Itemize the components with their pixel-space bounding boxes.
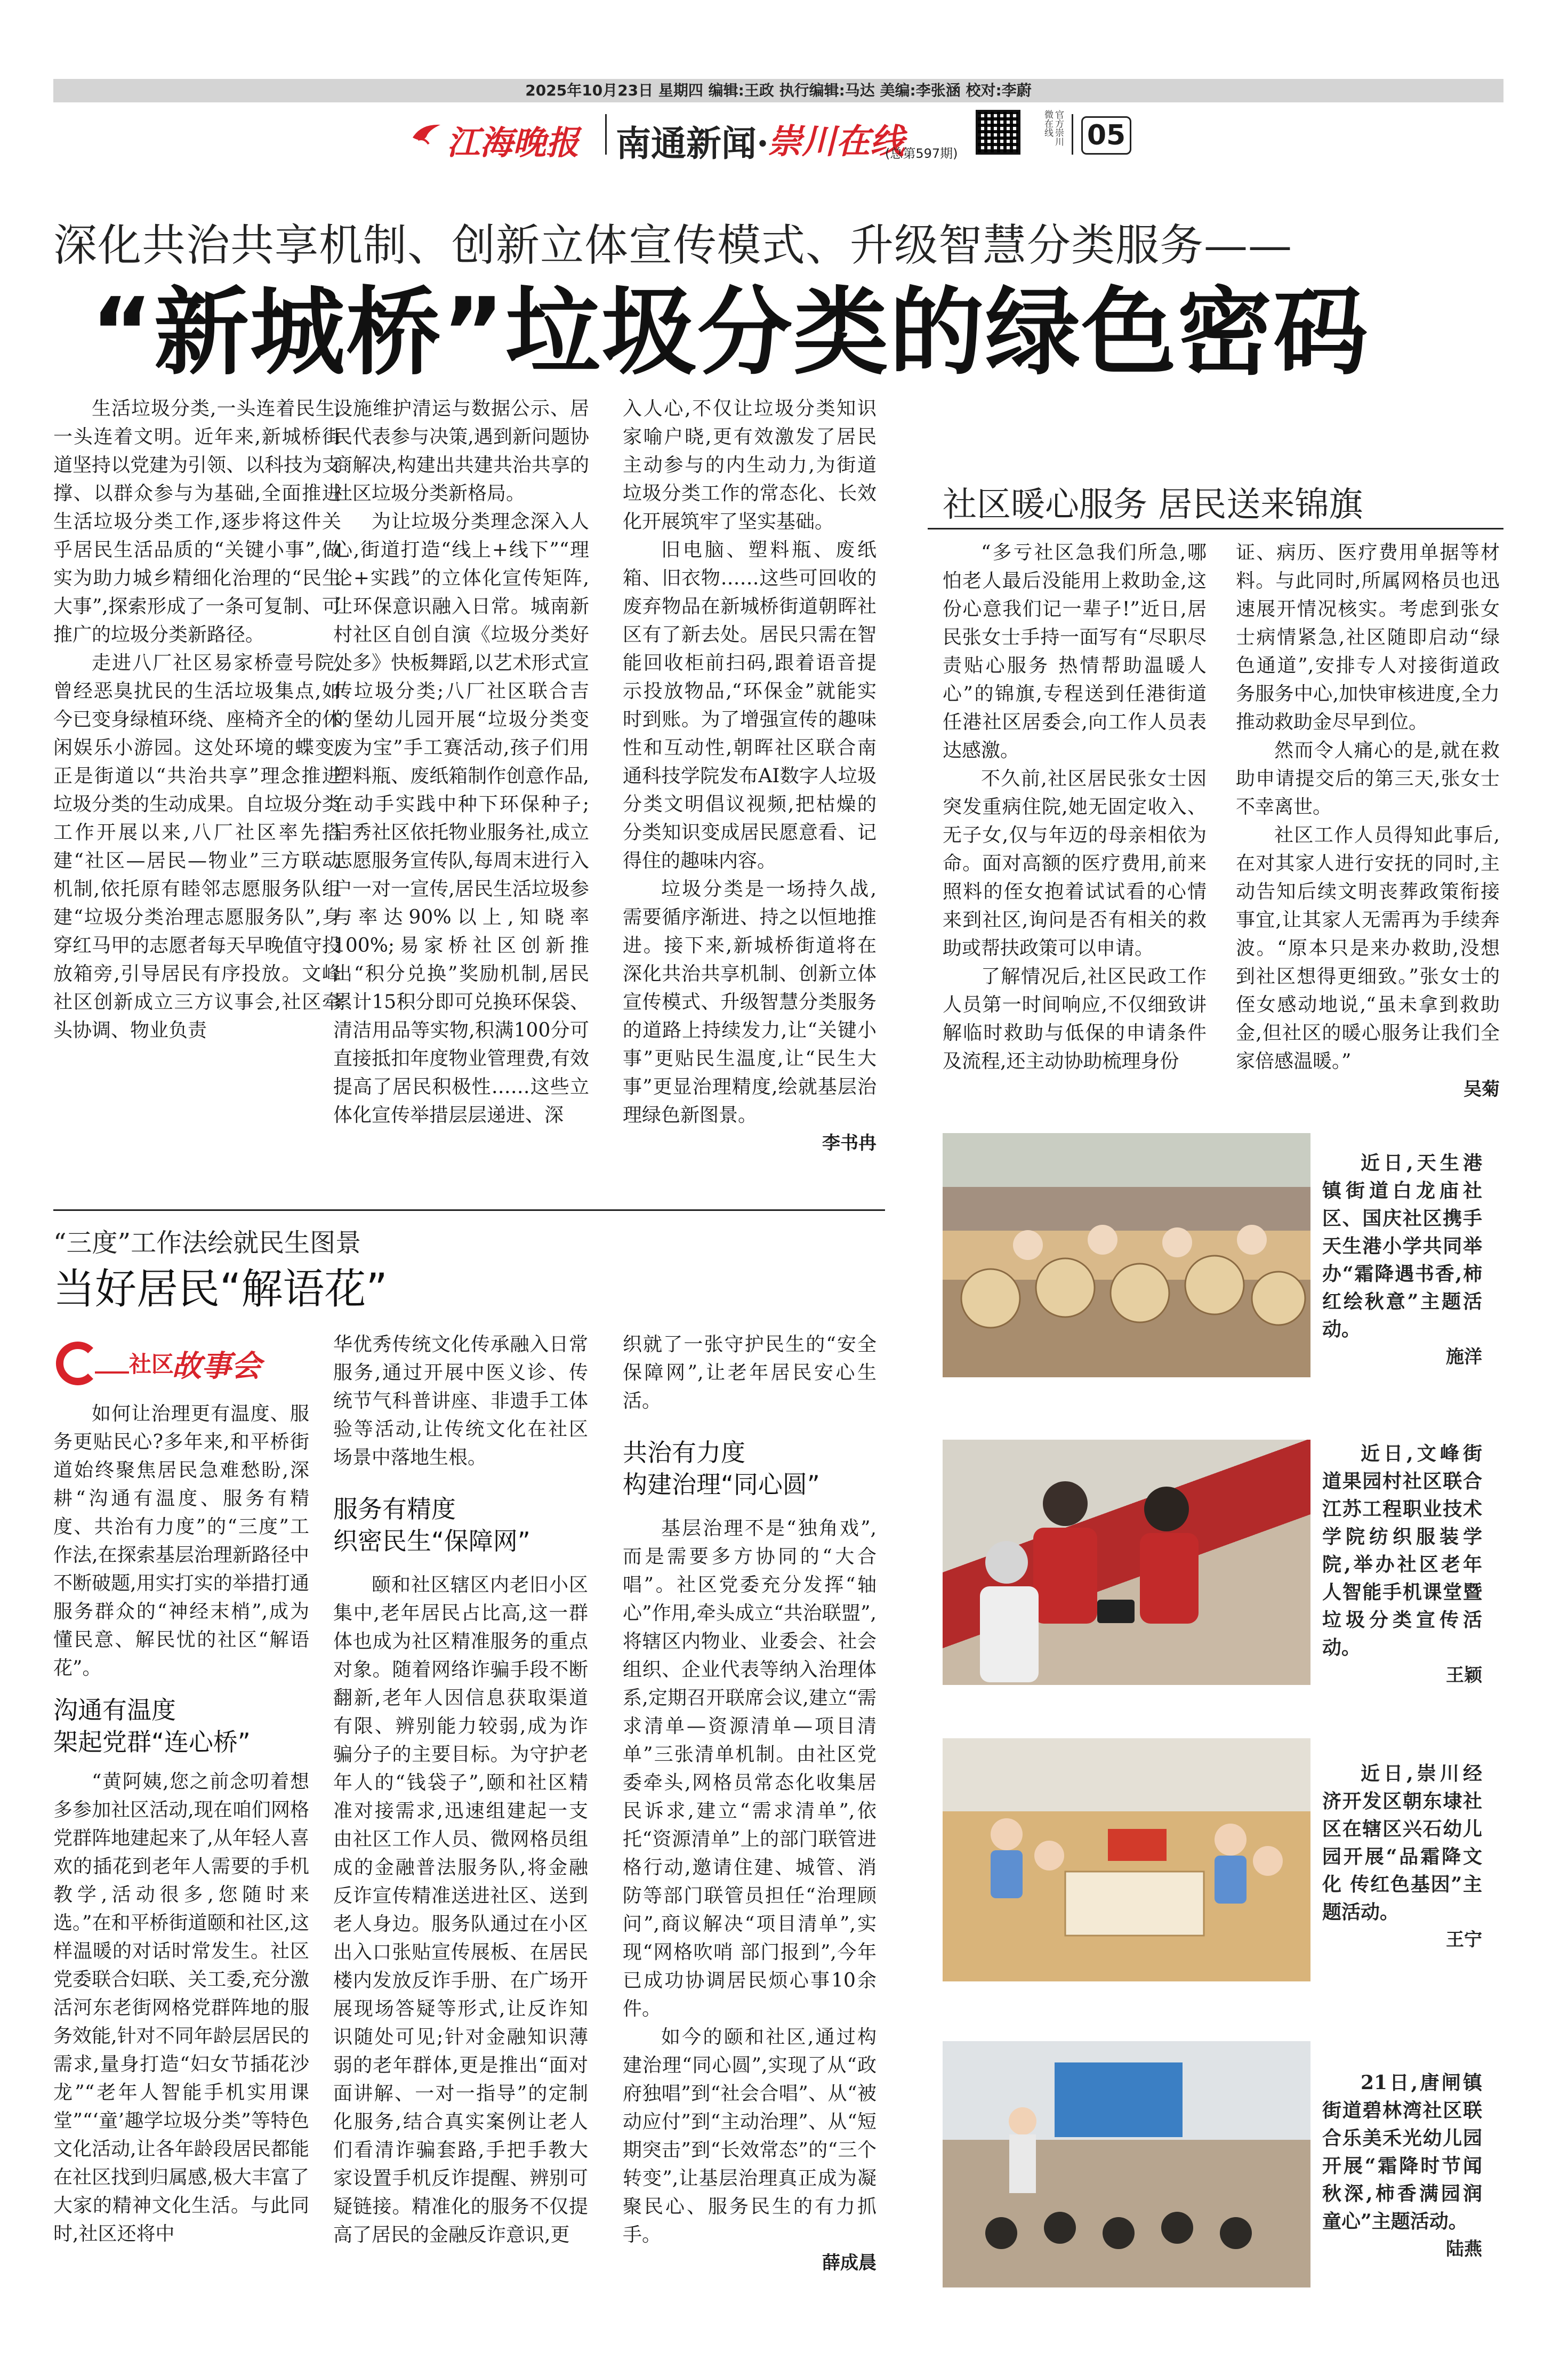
story3-col-2 — [333, 1330, 588, 2249]
dateline: 2025年10月23日 星期四 编辑:王政 执行编辑:马达 美编:李张涵 校对:李蔚 — [525, 82, 1032, 99]
children-classroom-illustration — [943, 1133, 1310, 1377]
photo-caption-4 — [1322, 2069, 1482, 2263]
caption-text: 近日,文峰街道果园村社区联合江苏工程职业技术学院纺织服装学院,举办社区老年人智能手机课堂暨垃圾分类宣传活动。 — [1322, 1442, 1482, 1659]
caption-text: 21日,唐闸镇街道碧林湾社区联合乐美禾光幼儿园开展“霜降时节闻秋深,柿香满园润童心”主题活动。 — [1322, 2072, 1482, 2233]
paragraph: 华优秀传统文化传承融入日常服务,通过开展中医义诊、传统节气科普讲座、非遗手工体验等活动,让传统文化在社区场景中落地生根。 — [333, 1334, 588, 1468]
divider — [53, 1209, 885, 1211]
warm-col-2 — [1236, 539, 1500, 1104]
qr-label: 官方崇川微在线 — [1042, 110, 1064, 146]
paragraph: 如何让治理更有温度、服务更贴民心?多年来,和平桥街道始终聚焦居民急难愁盼,深耕“沟通有温度、服务有精度、共治有力度”的“三度”工作法,在探索基层治理新路径中不断破题,用实打实的举措打通服务群众的“神经末梢”,成为懂民意、解民忧的社区“解语花”。 — [53, 1403, 309, 1679]
photo-caption-3 — [1322, 1760, 1482, 1954]
masthead — [405, 107, 1205, 164]
section-name: 南通新闻· — [616, 123, 769, 164]
kids-crafting-illustration — [943, 1738, 1310, 1981]
column-label-italic: 故事会 — [172, 1349, 261, 1384]
photo-book-festival — [943, 1133, 1310, 1377]
paragraph: 设施维护清运与数据公示、居民代表参与决策,遇到新问题协商解决,构建出共建共治共享的社区垃圾分类新格局。 — [333, 398, 589, 504]
paragraph: 为让垃圾分类理念深入人心,街道打造“线上+线下”“理论+实践”的立体化宣传矩阵,让环保意识融入日常。城南新村社区自创自演《垃圾分类好处多》快板舞蹈,以艺术形式宣传垃圾分类;八厂社区联合吉的堡幼儿园开展“垃圾分类变废为宝”手工赛活动,孩子们用塑料瓶、废纸箱制作创意作品,在动手实践中种下环保种子;启秀社区依托物业服务社,成立志愿服务宣传队,每周末进行入户一对一宣传,居民生活垃圾参与率达90%以上,知晓率100%;易家桥社区创新推出“积分兑换”奖励机制,居民累计15积分即可兑换环保袋、清洁用品等实物,积满100分可直接抵扣年度物业管理费,有效提高了居民积极性……这些立体化宣传举措层层递进、深 — [333, 511, 589, 1126]
paragraph: 织就了一张守护民生的“安全保障网”,让老年居民安心生活。 — [623, 1334, 877, 1412]
story3-col-1 — [53, 1400, 309, 2248]
qr-code-icon — [976, 110, 1020, 155]
paragraph: 走进八厂社区易家桥壹号院,曾经恶臭扰民的生活垃圾集点,如今已变身绿植环绕、座椅齐全的休闲娱乐小游园。这处环境的蝶变,正是街道以“共治共享”理念推进垃圾分类的生动成果。自垃圾分类工作开展以来,八厂社区率先搭建“社区—居民—物业”三方联动机制,依托原有睦邻志愿服务队组建“垃圾分类治理志愿服务队”,身穿红马甲的志愿者每天早晚值守投放箱旁,引导居民有序投放。文峰社区创新成立三方议事会,社区牵头协调、物业负责 — [53, 652, 342, 1041]
paragraph: “黄阿姨,您之前念叨着想多参加社区活动,现在咱们网格党群阵地建起来了,从年轻人喜欢的插花到老年人需要的手机教学,活动很多,您随时来选。”在和平桥街道颐和社区,这样温暖的对话时常发生。社区党委联合妇联、关工委,充分激活河东老街网格党群阵地的服务效能,针对不同年龄层居民的需求,量身打造“妇女节插花沙龙”“老年人智能手机实用课堂”“‘童’趣学垃圾分类”等特色文化活动,让各年龄段居民都能在社区找到归属感,极大丰富了大家的精神文化生活。与此同时,社区还将中 — [53, 1771, 309, 2245]
paragraph: 证、病历、医疗费用单据等材料。与此同时,所属网格员也迅速展开情况核实。考虑到张女士病情紧急,社区随即启动“绿色通道”,安排专人对接街道政务服务中心,加快审核进度,全力推动救助金尽早到位。 — [1236, 542, 1500, 733]
byline: 吴菊 — [1464, 1079, 1500, 1100]
paper-logo: 江海晚报 — [447, 123, 580, 162]
main-col-3 — [623, 395, 877, 1158]
main-col-2 — [333, 395, 589, 1129]
photo-byline: 王颖 — [1446, 1665, 1482, 1686]
paragraph: 不久前,社区居民张女士因突发重病住院,她无固定收入、无子女,仅与年迈的母亲相依为命。面对高额的医疗费用,前来照料的侄女抱着试试看的心情来到社区,询问是否有相关的救助或帮扶政策可以申请。 — [943, 768, 1207, 959]
column-label: 社区 — [129, 1351, 174, 1377]
paragraph: 入人心,不仅让垃圾分类知识家喻户晓,更有效激发了居民主动参与的内生动力,为街道垃圾分类工作的常态化、长效化开展筑牢了坚实基础。 — [623, 398, 877, 533]
caption-text: 近日,天生港镇街道白龙庙社区、国庆社区携手天生港小学共同举办“霜降遇书香,柿红绘秋意”主题活动。 — [1322, 1152, 1482, 1340]
subhead: 服务有精度 织密民生“保障网” — [333, 1495, 530, 1555]
story3-title: 当好居民“解语花” — [53, 1265, 388, 1313]
warm-col-1 — [943, 539, 1207, 1075]
section-brand: 崇川在线 — [768, 122, 904, 162]
paragraph: 颐和社区辖区内老旧小区集中,老年居民占比高,这一群体也成为社区精准服务的重点对象。随着网络诈骗手段不断翻新,老年人因信息获取渠道有限、辨别能力较弱,成为诈骗分子的主要目标。为守护老年人的“钱袋子”,颐和社区精准对接需求,迅速组建起一支由社区工作人员、微网格员组成的金融普法服务队,将金融反诈宣传精准送进社区、送到老人身边。服务队通过在小区出入口张贴宣传展板、在居民楼内发放反诈手册、在广场开展现场答疑等形式,让反诈知识随处可见;针对金融知识薄弱的老年群体,更是推出“面对面讲解、一对一指导”的定制化服务,结合真实案例让老人们看清诈骗套路,手把手教大家设置手机反诈提醒、辨别可疑链接。精准化的服务不仅提高了居民的金融反诈意识,更 — [333, 1574, 588, 2246]
caption-text: 近日,崇川经济开发区朝东埭社区在辖区兴石幼儿园开展“品霜降文化 传红色基因”主题活动。 — [1322, 1762, 1482, 1923]
photo-kindergarten-activity — [943, 1738, 1310, 1981]
photo-byline: 施洋 — [1446, 1346, 1482, 1368]
photo-smartphone-class — [943, 1440, 1310, 1685]
paragraph: 生活垃圾分类,一头连着民生,一头连着文明。近年来,新城桥街道坚持以党建为引领、以科技为支撑、以群众参与为基础,全面推进生活垃圾分类工作,逐步将这件关乎居民生活品质的“关键小事”,做实为助力城乡精细化治理的“民生大事”,探索形成了一条可复制、可推广的垃圾分类新路径。 — [53, 398, 342, 646]
byline: 薛成晨 — [822, 2252, 877, 2274]
page-number: 05 — [1081, 116, 1131, 155]
dateline-bar — [53, 79, 1503, 102]
story3-kicker: “三度”工作法绘就民生图景 — [53, 1228, 361, 1258]
photo-byline: 王宁 — [1446, 1929, 1482, 1950]
column-c-icon — [53, 1341, 98, 1386]
photo-caption-1 — [1322, 1149, 1482, 1371]
subhead: 沟通有温度 架起党群“连心桥” — [53, 1696, 251, 1756]
main-kicker: 深化共治共享机制、创新立体宣传模式、升级智慧分类服务—— — [53, 220, 1293, 271]
story3-col-3 — [623, 1330, 877, 2277]
byline: 李书冉 — [822, 1133, 877, 1154]
masthead-divider — [605, 114, 607, 155]
volunteers-teaching-illustration — [943, 1440, 1310, 1685]
paragraph: 然而令人痛心的是,就在救助申请提交后的第三天,张女士不幸离世。 — [1236, 740, 1500, 818]
paragraph: 了解情况后,社区民政工作人员第一时间响应,不仅细致讲解临时救助与低保的申请条件及流程,还主动协助梳理身份 — [943, 966, 1207, 1072]
issue-number: (总第597期) — [885, 146, 958, 161]
main-col-1 — [53, 395, 341, 1045]
paragraph: 社区工作人员得知此事后,在对其家人进行安抚的同时,主动告知后续文明丧葬政策衔接事宜,让其家人无需再为手续奔波。“原本只是来办救助,没想到社区想得更细致。”张女士的侄女感动地说,“虽未拿到救助金,但社区的暖心服务让我们全家倍感温暖。” — [1236, 824, 1500, 1072]
paragraph: 基层治理不是“独角戏”,而是需要多方协同的“大合唱”。社区党委充分发挥“轴心”作用,牵头成立“共治联盟”,将辖区内物业、业委会、社会组织、企业代表等纳入治理体系,定期召开联席会议,建立“需求清单—资源清单—项目清单”三张清单机制。由社区党委牵头,网格员常态化收集居民诉求,建立“需求清单”,依托“资源清单”上的部门联管进格行动,邀请住建、城管、消防等部门联管员担任“治理顾问”,商议解决“项目清单”,实现“网格吹哨 部门报到”,今年已成功协调居民烦心事10余件。 — [623, 1518, 877, 2020]
bird-logo-icon — [411, 122, 443, 146]
column-underline — [95, 1371, 129, 1374]
paragraph: 如今的颐和社区,通过构建治理“同心圆”,实现了从“政府独唱”到“社会合唱”、从“被动应付”到“主动治理”、从“短期突击”到“长效常态”的“三个转变”,让基层治理真正成为凝聚民心、服务民生的有力抓手。 — [623, 2026, 877, 2246]
paragraph: 垃圾分类是一场持久战,需要循序渐进、持之以恒地推进。接下来,新城桥街道将在深化共治共享机制、创新立体宣传模式、升级智慧分类服务的道路上持续发力,让“关键小事”更贴民生温度,让“民生大事”更显治理精度,绘就基层治理绿色新图景。 — [623, 878, 877, 1126]
masthead-divider-2 — [1072, 114, 1073, 155]
main-headline: “新城桥”垃圾分类的绿色密码 — [91, 277, 1369, 388]
divider — [928, 528, 1503, 529]
paragraph: “多亏社区急我们所急,哪怕老人最后没能用上救助金,这份心意我们记一辈子!”近日,居民张女士手持一面写有“尽职尽责贴心服务 热情帮助温暖人心”的锦旗,专程送到任港街道任港社区居委会,向工作人员表达感激。 — [943, 542, 1207, 761]
subhead: 共治有力度 构建治理“同心圆” — [623, 1438, 820, 1499]
photo-caption-2 — [1322, 1440, 1482, 1689]
photo-byline: 陆燕 — [1446, 2238, 1482, 2260]
warm-story-title: 社区暖心服务 居民送来锦旗 — [943, 485, 1363, 525]
classroom-illustration — [943, 2041, 1310, 2287]
paragraph: 旧电脑、塑料瓶、废纸箱、旧衣物……这些可回收的废弃物品在新城桥街道朝晖社区有了新去处。居民只需在智能回收柜前扫码,跟着语音提示投放物品,“环保金”就能实时到账。为了增强宣传的趣味性和互动性,朝晖社区联合南通科技学院发布AI数字人垃圾分类文明倡议视频,把枯燥的分类知识变成居民愿意看、记得住的趣味内容。 — [623, 539, 877, 872]
photo-kindergarten-classroom — [943, 2041, 1310, 2287]
